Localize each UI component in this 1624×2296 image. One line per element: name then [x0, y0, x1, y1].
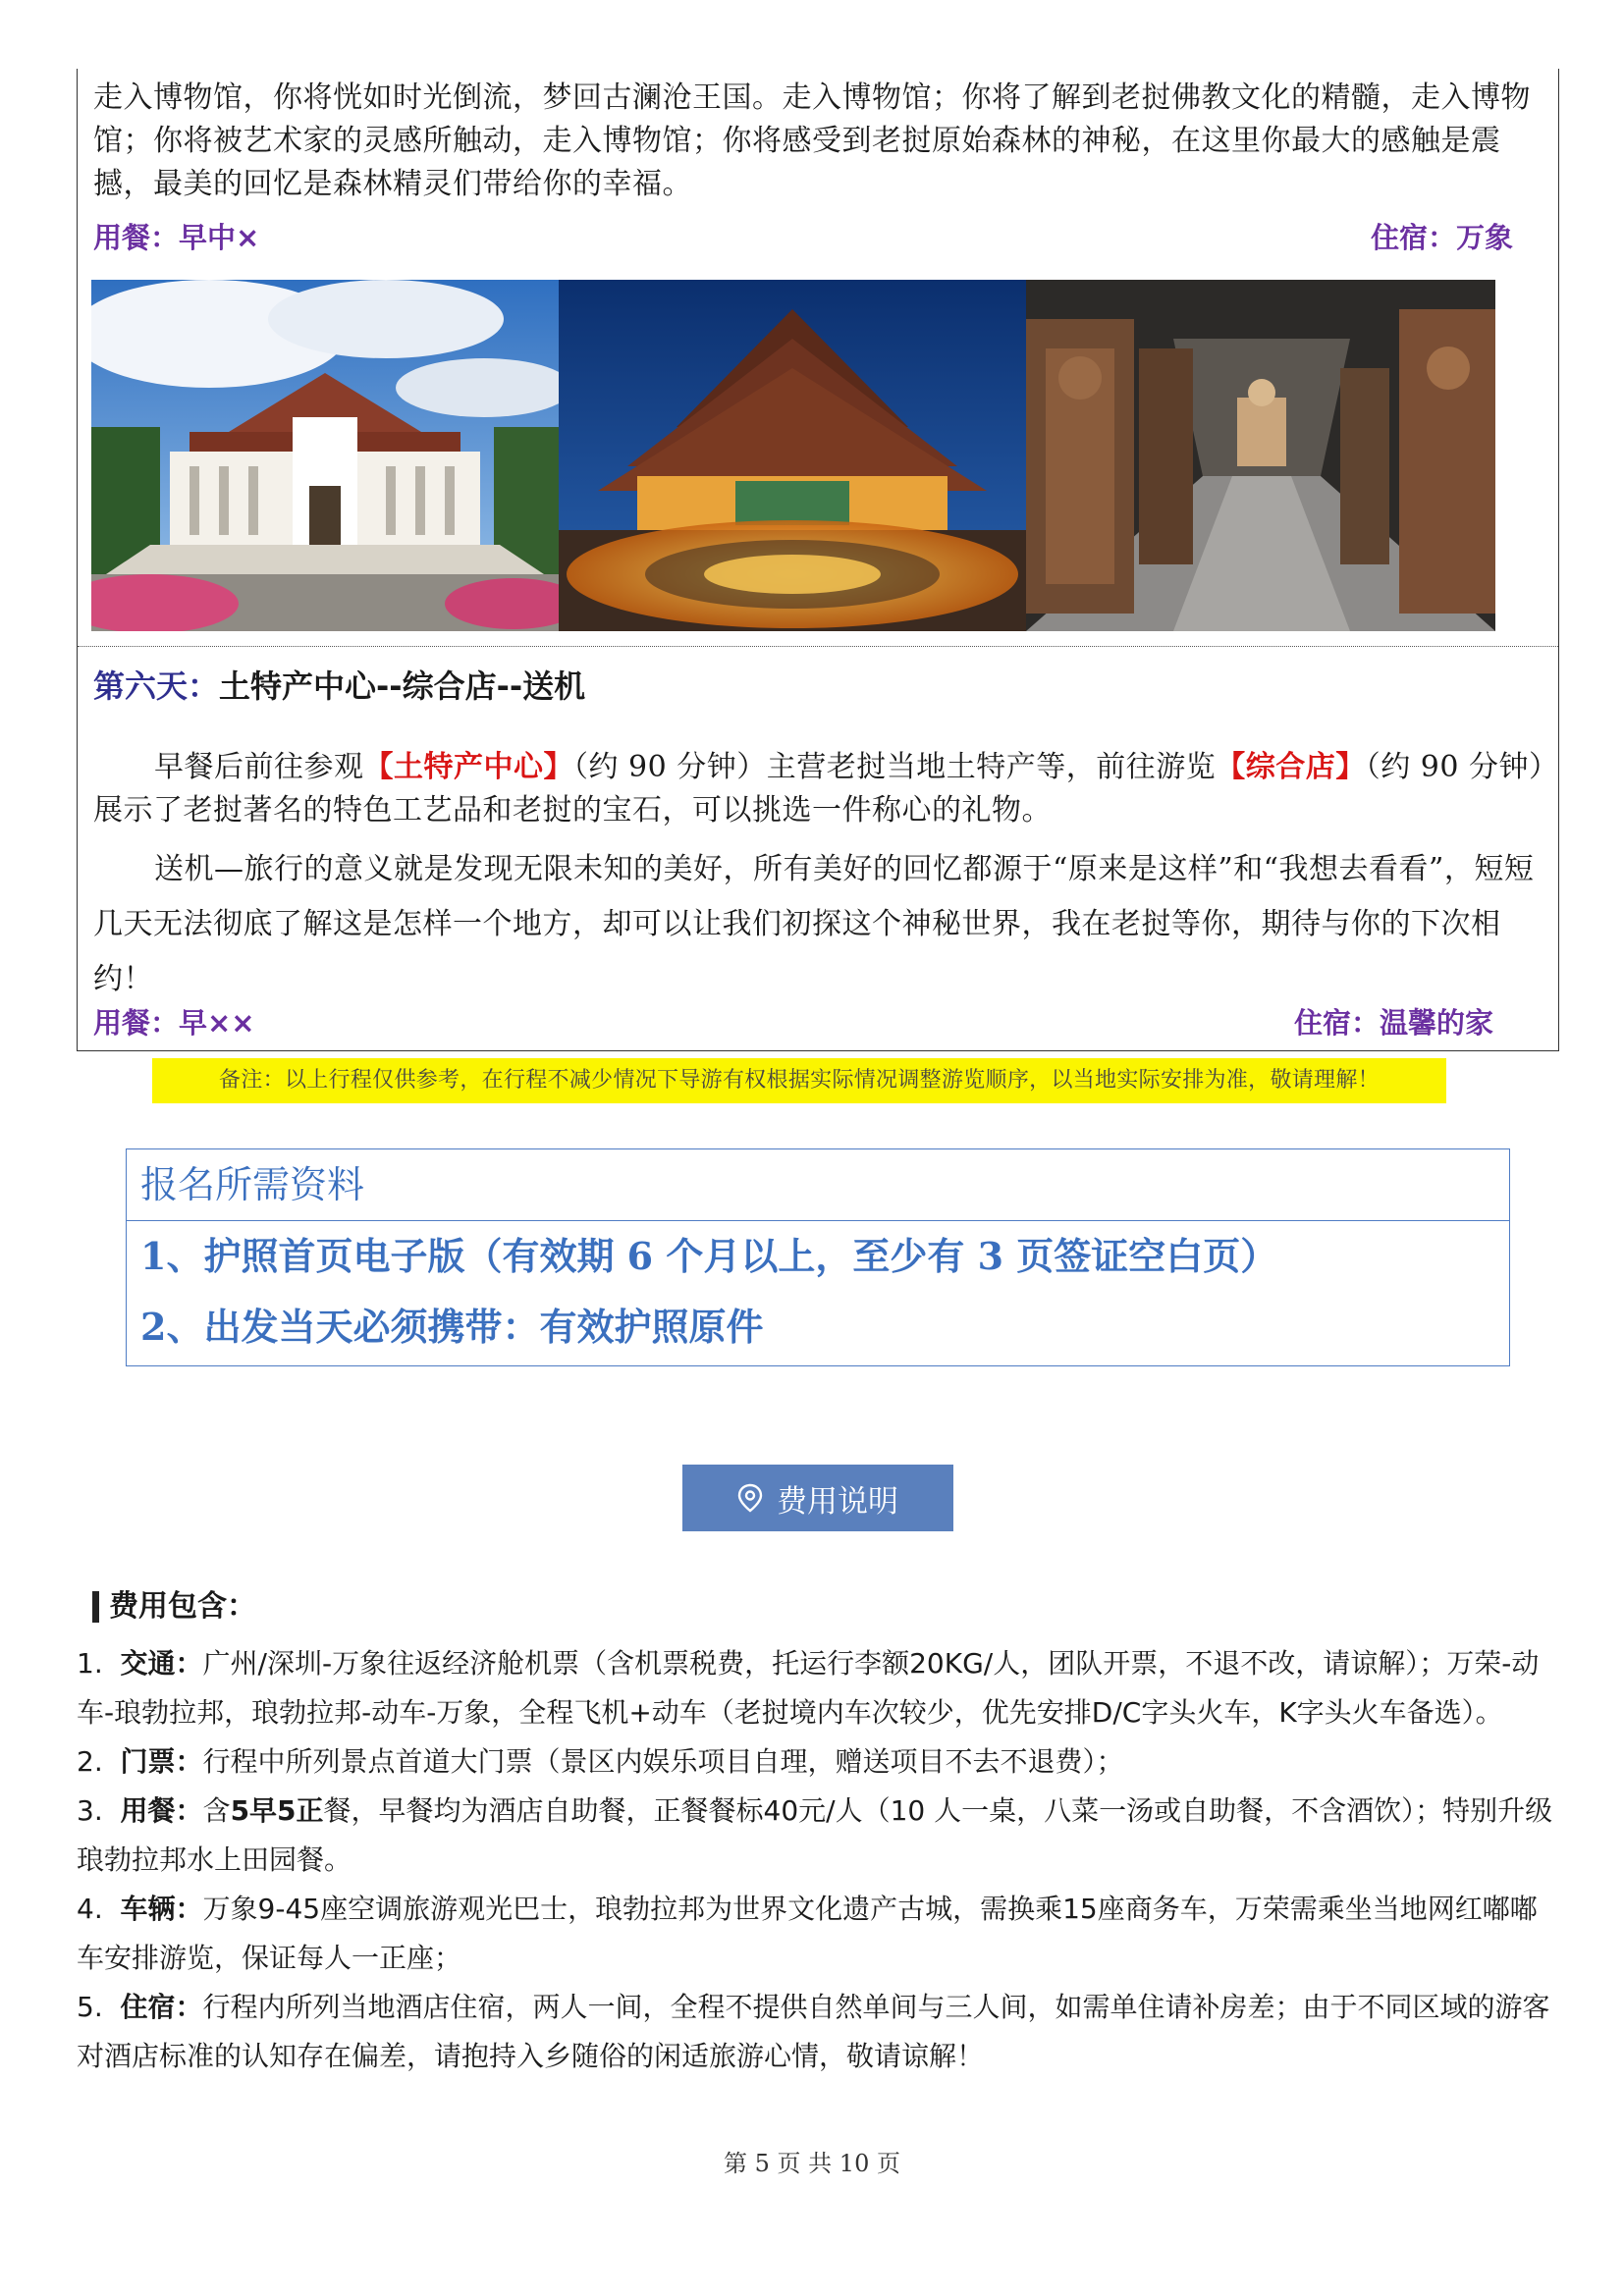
photo-temple-night: [559, 280, 1026, 631]
requirement-item-2: 2、出发当天必须携带：有效护照原件: [140, 1305, 764, 1349]
fee-section: [77, 1582, 1559, 2081]
fee-item-vehicles: [77, 1885, 1559, 1983]
item-text: 行程中所列景点首道大门票（景区内娱乐项目自理，赠送项目不去不退费）；: [202, 1745, 1124, 1778]
fee-item-tickets: [77, 1737, 1559, 1787]
item-number: 3.: [77, 1794, 103, 1827]
day6-label: 第六天：: [93, 667, 220, 705]
page-footer: 第 5 页 共 10 页: [724, 2150, 900, 2177]
day6-meals: 用餐：早××: [93, 1006, 255, 1040]
fee-description-label: 费用说明: [777, 1483, 898, 1520]
item-text: 含: [202, 1794, 231, 1827]
item-label: 住宿：: [120, 1991, 203, 2023]
day6-paragraph-1: [93, 746, 1544, 832]
item-text: 广州/深圳-万象往返经济舱机票（含机票税费，托运行李额20KG/人，团队开票，不退不改，请谅解）；万荣-动车-琅勃拉邦，琅勃拉邦-动车-万象，全程飞机+动车（老挝境内车次较少，优先安排D/C字头火车，K字头火车备选）。: [77, 1647, 1540, 1729]
fee-item-transport: [77, 1639, 1559, 1737]
highlight-local-products: 【土特产中心】: [363, 750, 573, 784]
itinerary-table: [77, 69, 1559, 1051]
photo-royal-palace: [91, 280, 559, 631]
item-label: 门票：: [120, 1745, 203, 1778]
fee-title-text: 费用包含：: [109, 1589, 256, 1624]
day6-route: 土特产中心--综合店--送机: [219, 667, 586, 705]
requirement-item-1: 1、护照首页电子版（有效期 6 个月以上，至少有 3 页签证空白页）: [140, 1234, 1278, 1278]
requirements-header: 报名所需资料: [127, 1149, 1509, 1221]
item-text: 行程内所列当地酒店住宿，两人一间，全程不提供自然单间与三人间，如需单住请补房差；由于不同区域的游客对酒店标准的认知存在偏差，请抱持入乡随俗的闲适旅游心情，敬请谅解！: [77, 1991, 1550, 2072]
fee-item-accommodation: [77, 1983, 1559, 2081]
day-divider: [78, 646, 1558, 647]
fee-title: [92, 1582, 1559, 1631]
fee-description-button[interactable]: [682, 1465, 953, 1531]
item-label: 交通：: [120, 1647, 203, 1680]
text-span: 早餐后前往参观: [154, 750, 364, 784]
day6-hotel: 住宿：温馨的家: [1293, 1006, 1493, 1040]
item-label: 车辆：: [120, 1893, 203, 1925]
text-span: （约 90 分钟）展示了老挝著名的特色工艺品和老挝的宝石，可以挑选一件称心的礼物。: [93, 750, 1544, 828]
location-pin-icon: [737, 1483, 763, 1513]
fee-item-meals: [77, 1787, 1559, 1885]
day5-paragraph: 走入博物馆，你将恍如时光倒流，梦回古澜沧王国。走入博物馆；你将了解到老挝佛教文化的精髓，走入博物馆；你将被艺术家的灵感所触动，走入博物馆；你将感受到老挝原始森林的神秘，在这里你最大的感触是震撼，最美的回忆是森林精灵们带给你的幸福。: [93, 80, 1531, 201]
day6-title: [93, 662, 585, 707]
item-text: 餐，早餐均为酒店自助餐，正餐餐标40元/人（10 人一桌，八菜一汤或自助餐，不含酒饮）；特别升级琅勃拉邦水上田园餐。: [77, 1794, 1553, 1876]
item-label: 用餐：: [120, 1794, 203, 1827]
text-span: （约 90 分钟）主营老挝当地土特产等，前往游览: [573, 750, 1217, 784]
photo-strip: [91, 280, 1495, 631]
item-text: 万象9-45座空调旅游观光巴士，琅勃拉邦为世界文化遗产古城，需换乘15座商务车，万荣需乘坐当地网红嘟嘟车安排游览，保证每人一正座；: [77, 1893, 1538, 1974]
item-number: 2.: [77, 1745, 103, 1778]
title-bar: [92, 1591, 99, 1623]
item-bold: 5早5正: [230, 1794, 324, 1827]
item-number: 4.: [77, 1893, 103, 1925]
day5-hotel: 住宿：万象: [1370, 221, 1513, 254]
day6-paragraph-2: 送机—旅行的意义就是发现无限未知的美好，所有美好的回忆都源于“原来是这样”和“我想去看看”，短短几天无法彻底了解这是怎样一个地方，却可以让我们初探这个神秘世界，我在老挝等你，期待与你的下次相约！: [93, 852, 1535, 996]
requirements-box: [126, 1148, 1510, 1366]
itinerary-note: 备注：以上行程仅供参考，在行程不减少情况下导游有权根据实际情况调整游览顺序，以当地实际安排为准，敬请理解！: [152, 1058, 1446, 1103]
day5-meals: 用餐：早中×: [93, 221, 260, 254]
item-number: 1.: [77, 1647, 103, 1680]
highlight-general-store: 【综合店】: [1216, 750, 1366, 784]
photo-museum-hall: [1026, 280, 1495, 631]
item-number: 5.: [77, 1991, 103, 2023]
